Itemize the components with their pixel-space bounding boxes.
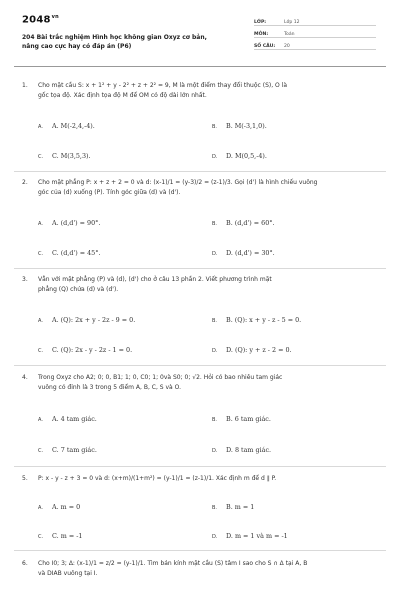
option-text: B. (Q): x + y - z - 5 = 0. [226, 316, 302, 324]
option-letter: B. [212, 221, 218, 227]
header-divider [14, 66, 386, 67]
option-text: D. M(0,5,-4). [226, 152, 267, 160]
q2-option-c[interactable] [38, 249, 100, 257]
option-letter: A. [38, 221, 43, 227]
q3-option-c[interactable] [38, 346, 132, 354]
question-separator [14, 466, 386, 467]
option-letter: B. [212, 124, 218, 130]
meta-key: SỐ CÂU: [254, 44, 276, 49]
question-separator [14, 171, 386, 172]
option-letter: B. [212, 505, 218, 511]
q3-option-a[interactable] [38, 316, 135, 324]
question-line: Cho mặt cầu S: x + 1² + y - 2² + z + 2² = 9, M là một điểm thay đổi thuộc (S), O là [38, 82, 287, 89]
option-letter: A. [38, 124, 43, 130]
q3-option-b[interactable] [212, 316, 301, 324]
option-text: A. m = 0 [52, 503, 81, 511]
q5-option-a[interactable] [38, 503, 80, 511]
q5-option-c[interactable] [38, 532, 82, 540]
option-letter: C. [38, 154, 44, 160]
question-separator [14, 268, 386, 269]
question-1-stem [22, 81, 378, 101]
document-title [22, 33, 232, 51]
option-letter: B. [212, 417, 218, 423]
option-letter: D. [212, 534, 218, 540]
meta-value: 20 [284, 44, 290, 49]
question-number: 3. [22, 276, 28, 283]
question-3-stem [22, 275, 378, 295]
meta-row-subject [254, 26, 376, 38]
option-letter: C. [38, 534, 44, 540]
meta-value: Toán [284, 32, 295, 37]
q2-option-b[interactable] [212, 219, 275, 227]
question-2-stem [22, 178, 378, 198]
question-number: 4. [22, 374, 28, 381]
q3-option-d[interactable] [212, 346, 292, 354]
option-text: A. 4 tam giác. [52, 415, 97, 423]
question-line: Trong Oxyz cho A2; 0; 0, B1; 1; 0, C0; 1; 0và S0; 0; √2. Hỏi có bao nhiêu tam giác [38, 374, 283, 381]
option-letter: C. [38, 251, 44, 257]
question-4-stem [22, 373, 378, 393]
question-line: phẳng (Q) chứa (d) và (d'). [38, 286, 119, 293]
option-letter: A. [38, 417, 43, 423]
meta-key: MÔN: [254, 32, 269, 37]
meta-value: Lớp 12 [284, 20, 300, 25]
q2-option-a[interactable] [38, 219, 100, 227]
question-number: 5. [22, 475, 28, 482]
question-number: 6. [22, 560, 28, 567]
question-line: gốc tọa độ. Xác định tọa độ M để OM có độ dài lớn nhất. [38, 92, 207, 99]
question-line: Vẫn với mặt phẳng (P) và (d), (d') cho ở câu 13 phần 2. Viết phương trình mặt [38, 276, 272, 283]
option-text: D. (Q): y + z - 2 = 0. [226, 346, 292, 354]
meta-panel [254, 14, 376, 50]
option-letter: A. [38, 505, 43, 511]
q5-option-b[interactable] [212, 503, 254, 511]
option-letter: A. [38, 318, 43, 324]
option-text: C. M(3,5,3). [52, 152, 91, 160]
q4-option-a[interactable] [38, 415, 97, 423]
question-line: Cho mặt phẳng P: x + z + 2 = 0 và d: (x-1)/1 = (y-3)/2 = (z-1)/3. Gọi (d') là hình chiếu vuông [38, 179, 318, 186]
q1-option-a[interactable] [38, 122, 95, 130]
question-line: P: x - y - z + 3 = 0 và d: (x+m)/(1+m²) = (y-1)/1 = (z-1)/1. Xác định m để d ∥ P. [38, 475, 277, 482]
title-line-2: nâng cao cực hay có đáp án (P6) [22, 43, 132, 50]
logo-suffix: vn [51, 14, 59, 20]
question-separator [14, 550, 386, 551]
question-number: 1. [22, 82, 28, 89]
question-line: và DIAB vuông tại I. [38, 570, 98, 577]
question-number: 2. [22, 179, 28, 186]
option-text: C. (Q): 2x - y - 2z - 1 = 0. [52, 346, 133, 354]
title-line-1: 204 Bài trắc nghiệm Hình học không gian Oxyz cơ bản, [22, 34, 207, 41]
question-line: vuông có đỉnh là 3 trong 5 điểm A, B, C, S và O. [38, 384, 181, 391]
meta-row-count [254, 38, 376, 50]
q4-option-b[interactable] [212, 415, 271, 423]
q1-option-c[interactable] [38, 152, 91, 160]
option-text: B. 6 tam giác. [226, 415, 271, 423]
option-letter: D. [212, 251, 218, 257]
question-5-stem [22, 474, 378, 484]
option-text: C. 7 tam giác. [52, 446, 97, 454]
brand-logo[interactable] [22, 14, 59, 25]
option-letter: C. [38, 348, 44, 354]
option-letter: D. [212, 348, 218, 354]
option-text: B. M(-3,1,0). [226, 122, 267, 130]
q4-option-d[interactable] [212, 446, 271, 454]
option-text: A. M(-2,4,-4). [52, 122, 95, 130]
question-separator [14, 365, 386, 366]
option-text: B. m = 1 [226, 503, 255, 511]
option-letter: D. [212, 154, 218, 160]
q1-option-d[interactable] [212, 152, 267, 160]
q2-option-d[interactable] [212, 249, 275, 257]
q1-option-b[interactable] [212, 122, 267, 130]
option-text: A. (d,d') = 90°. [52, 219, 101, 227]
question-line: Cho I0; 3; Δ: (x-1)/1 = z/2 = (y-1)/1. Tìm bán kính mặt cầu (S) tâm I sao cho S ∩ Δ tại A, B [38, 560, 308, 567]
option-letter: B. [212, 318, 218, 324]
option-text: C. m = -1 [52, 532, 83, 540]
option-text: B. (d,d') = 60°. [226, 219, 275, 227]
meta-key: LỚP: [254, 20, 267, 25]
q4-option-c[interactable] [38, 446, 97, 454]
meta-row-class [254, 14, 376, 26]
option-text: D. m = 1 và m = -1 [226, 532, 288, 540]
logo-text: 2048 [22, 14, 51, 26]
option-text: A. (Q): 2x + y - 2z - 9 = 0. [52, 316, 136, 324]
option-letter: D. [212, 448, 218, 454]
option-text: D. (d,d') = 30°. [226, 249, 275, 257]
q5-option-d[interactable] [212, 532, 288, 540]
question-6-stem [22, 559, 378, 579]
option-text: D. 8 tam giác. [226, 446, 272, 454]
option-letter: C. [38, 448, 44, 454]
question-line: góc của (d) xuống (P). Tính góc giữa (d) và (d'). [38, 189, 181, 196]
option-text: C. (d,d') = 45°. [52, 249, 101, 257]
